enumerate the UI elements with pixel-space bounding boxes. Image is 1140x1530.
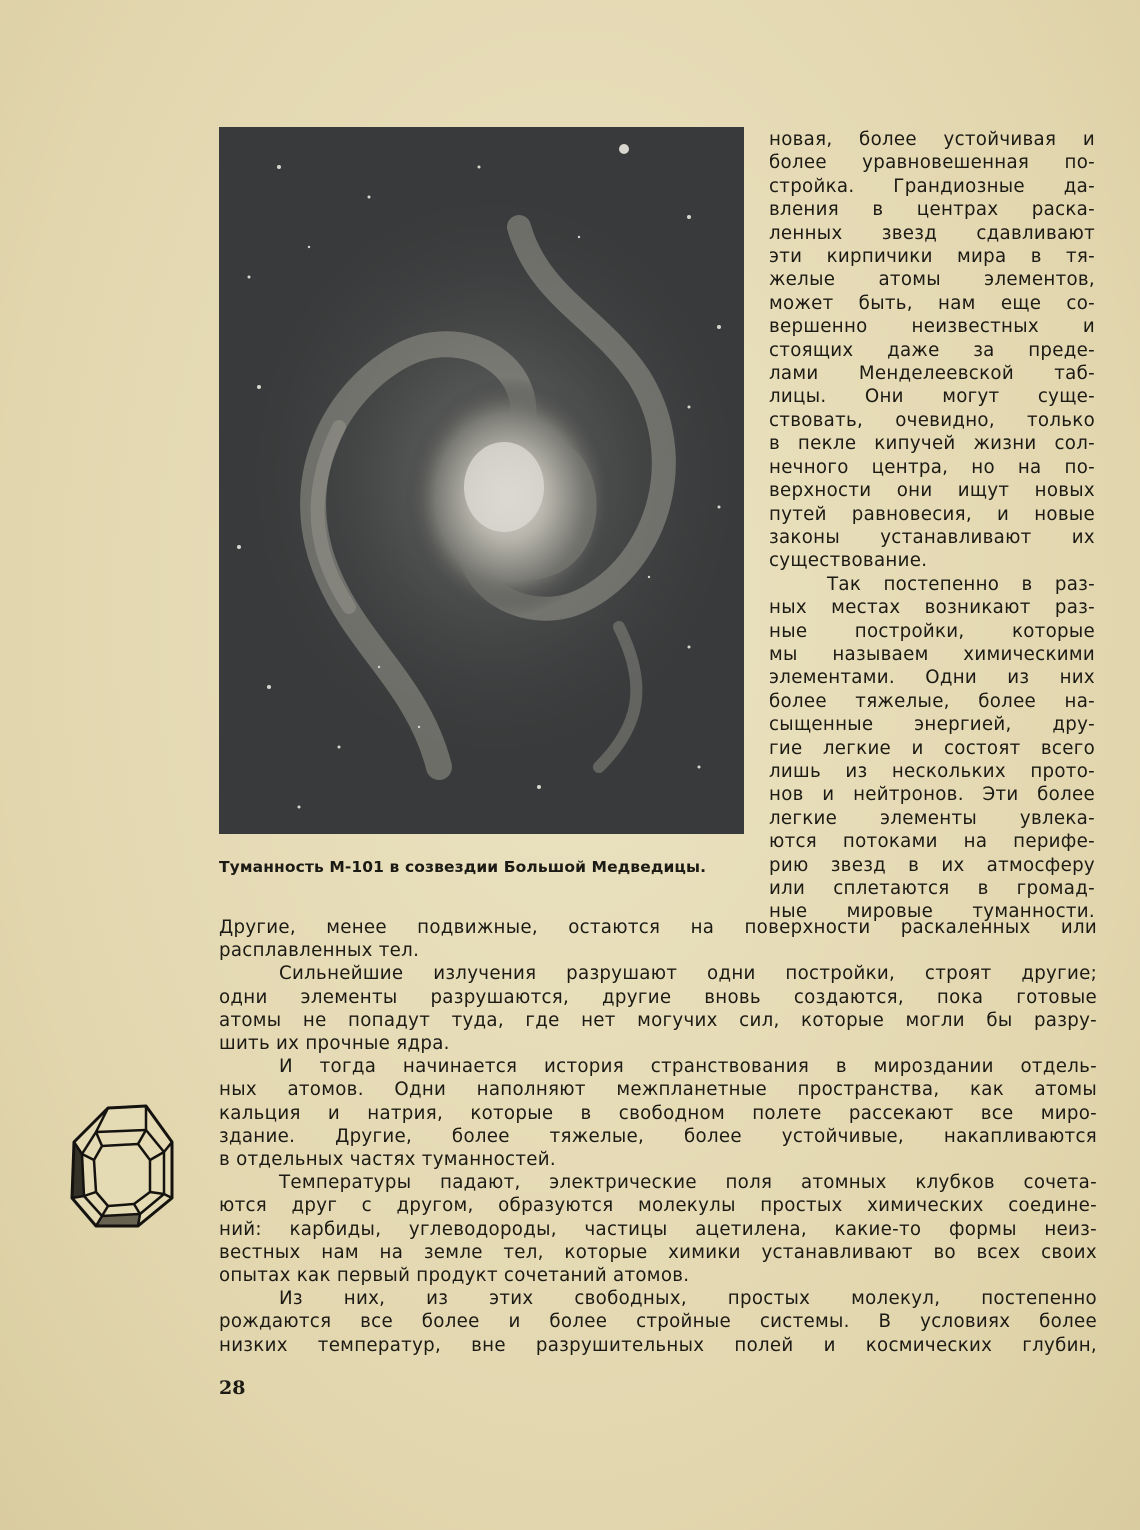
text-line: вления в центрах раска-: [769, 199, 1095, 221]
text-line: ются друг с другом, образуются молекулы простых химических соедине-: [219, 1195, 1097, 1217]
text-line: верхности они ищут новых: [769, 480, 1095, 502]
text-line: желые атомы элементов,: [769, 269, 1095, 291]
text-line: или сплетаются в громад-: [769, 878, 1095, 899]
page-number: 28: [219, 1377, 246, 1399]
figure-caption: Туманность М-101 в созвездии Большой Медведицы.: [219, 858, 707, 876]
text-line: Из них, из этих свободных, простых молекул, постепенно: [279, 1288, 1097, 1310]
text-line: шить их прочные ядра.: [219, 1033, 450, 1055]
text-line: ные мировые туманности.: [769, 901, 1095, 923]
crystal-icon: [68, 1102, 178, 1230]
text-line: Сильнейшие излучения разрушают одни постройки, строят другие;: [279, 963, 1097, 985]
text-line: ные постройки, которые: [769, 620, 1095, 642]
text-line: гие легкие и состоят всего: [769, 737, 1095, 759]
text-line: в пекле кипучей жизни сол-: [769, 433, 1095, 455]
right-column-text: [769, 128, 1095, 924]
text-line: вестных нам на земле тел, которые химики устанавливают во всех своих: [219, 1241, 1097, 1263]
text-line: нечного центра, но на по-: [769, 456, 1095, 478]
text-line: элементами. Одни из них: [769, 667, 1095, 689]
text-line: стоящих даже за преде-: [769, 339, 1095, 361]
text-line: ствовать, очевидно, только: [769, 409, 1095, 431]
text-line: стройка. Грандиозные да-: [769, 175, 1095, 197]
text-line: более тяжелые, более на-: [769, 690, 1095, 712]
text-line: Другие, менее подвижные, остаются на поверхности раскаленных или: [219, 917, 1097, 938]
text-line: опытах как первый продукт сочетаний атомов.: [219, 1265, 690, 1287]
text-line: кальция и натрия, которые в свободном полете рассекают все миро-: [219, 1102, 1097, 1124]
text-line: ний: карбиды, углеводороды, частицы ацетилена, какие-то формы неиз-: [219, 1218, 1097, 1240]
text-line: нов и нейтронов. Эти более: [769, 784, 1095, 806]
text-line: мы называем химическими: [769, 643, 1095, 665]
body-text: [219, 916, 1097, 1357]
text-line: вершенно неизвестных и: [769, 316, 1095, 338]
text-line: существование.: [769, 550, 928, 572]
text-line: ных атомов. Одни наполняют межпланетные пространства, как атомы: [219, 1079, 1097, 1101]
text-line: здание. Другие, более тяжелые, более устойчивые, накапливаются: [219, 1125, 1097, 1147]
spiral-galaxy-image: [219, 127, 744, 834]
text-line: путей равновесия, и новые: [769, 503, 1095, 525]
text-line: в отдельных частях туманностей.: [219, 1149, 556, 1171]
text-line: И тогда начинается история странствования в мироздании отдель-: [279, 1056, 1097, 1078]
text-line: новая, более устойчивая и: [769, 129, 1095, 150]
text-line: законы устанавливают их: [769, 526, 1095, 548]
text-line: может быть, нам еще со-: [769, 292, 1095, 314]
text-line: более уравновешенная по-: [769, 152, 1095, 174]
text-line: одни элементы разрушаются, другие вновь создаются, пока готовые: [219, 986, 1097, 1008]
text-line: атомы не попадут туда, где нет могучих сил, которые могли бы разру-: [219, 1009, 1097, 1031]
text-line: Так постепенно в раз-: [827, 573, 1095, 595]
text-line: низких температур, вне разрушительных полей и космических глубин,: [219, 1334, 1097, 1356]
text-line: сыщенные энергией, дру-: [769, 714, 1095, 736]
text-line: рию звезд в их атмосферу: [769, 854, 1095, 876]
text-line: эти кирпичики мира в тя-: [769, 246, 1095, 268]
text-line: ных местах возникают раз-: [769, 597, 1095, 619]
text-line: лицы. Они могут суще-: [769, 386, 1095, 408]
text-line: расплавленных тел.: [219, 940, 420, 962]
text-line: ются потоками на перифе-: [769, 831, 1095, 853]
text-line: легкие элементы увлека-: [769, 807, 1095, 829]
text-line: Температуры падают, электрические поля атомных клубков сочета-: [279, 1172, 1097, 1194]
text-line: рождаются все более и более стройные системы. В условиях более: [219, 1311, 1097, 1333]
nebula-photo: [219, 127, 744, 834]
text-line: ленных звезд сдавливают: [769, 222, 1095, 244]
text-line: лами Менделеевской таб-: [769, 363, 1095, 385]
text-line: лишь из нескольких прото-: [769, 760, 1095, 782]
